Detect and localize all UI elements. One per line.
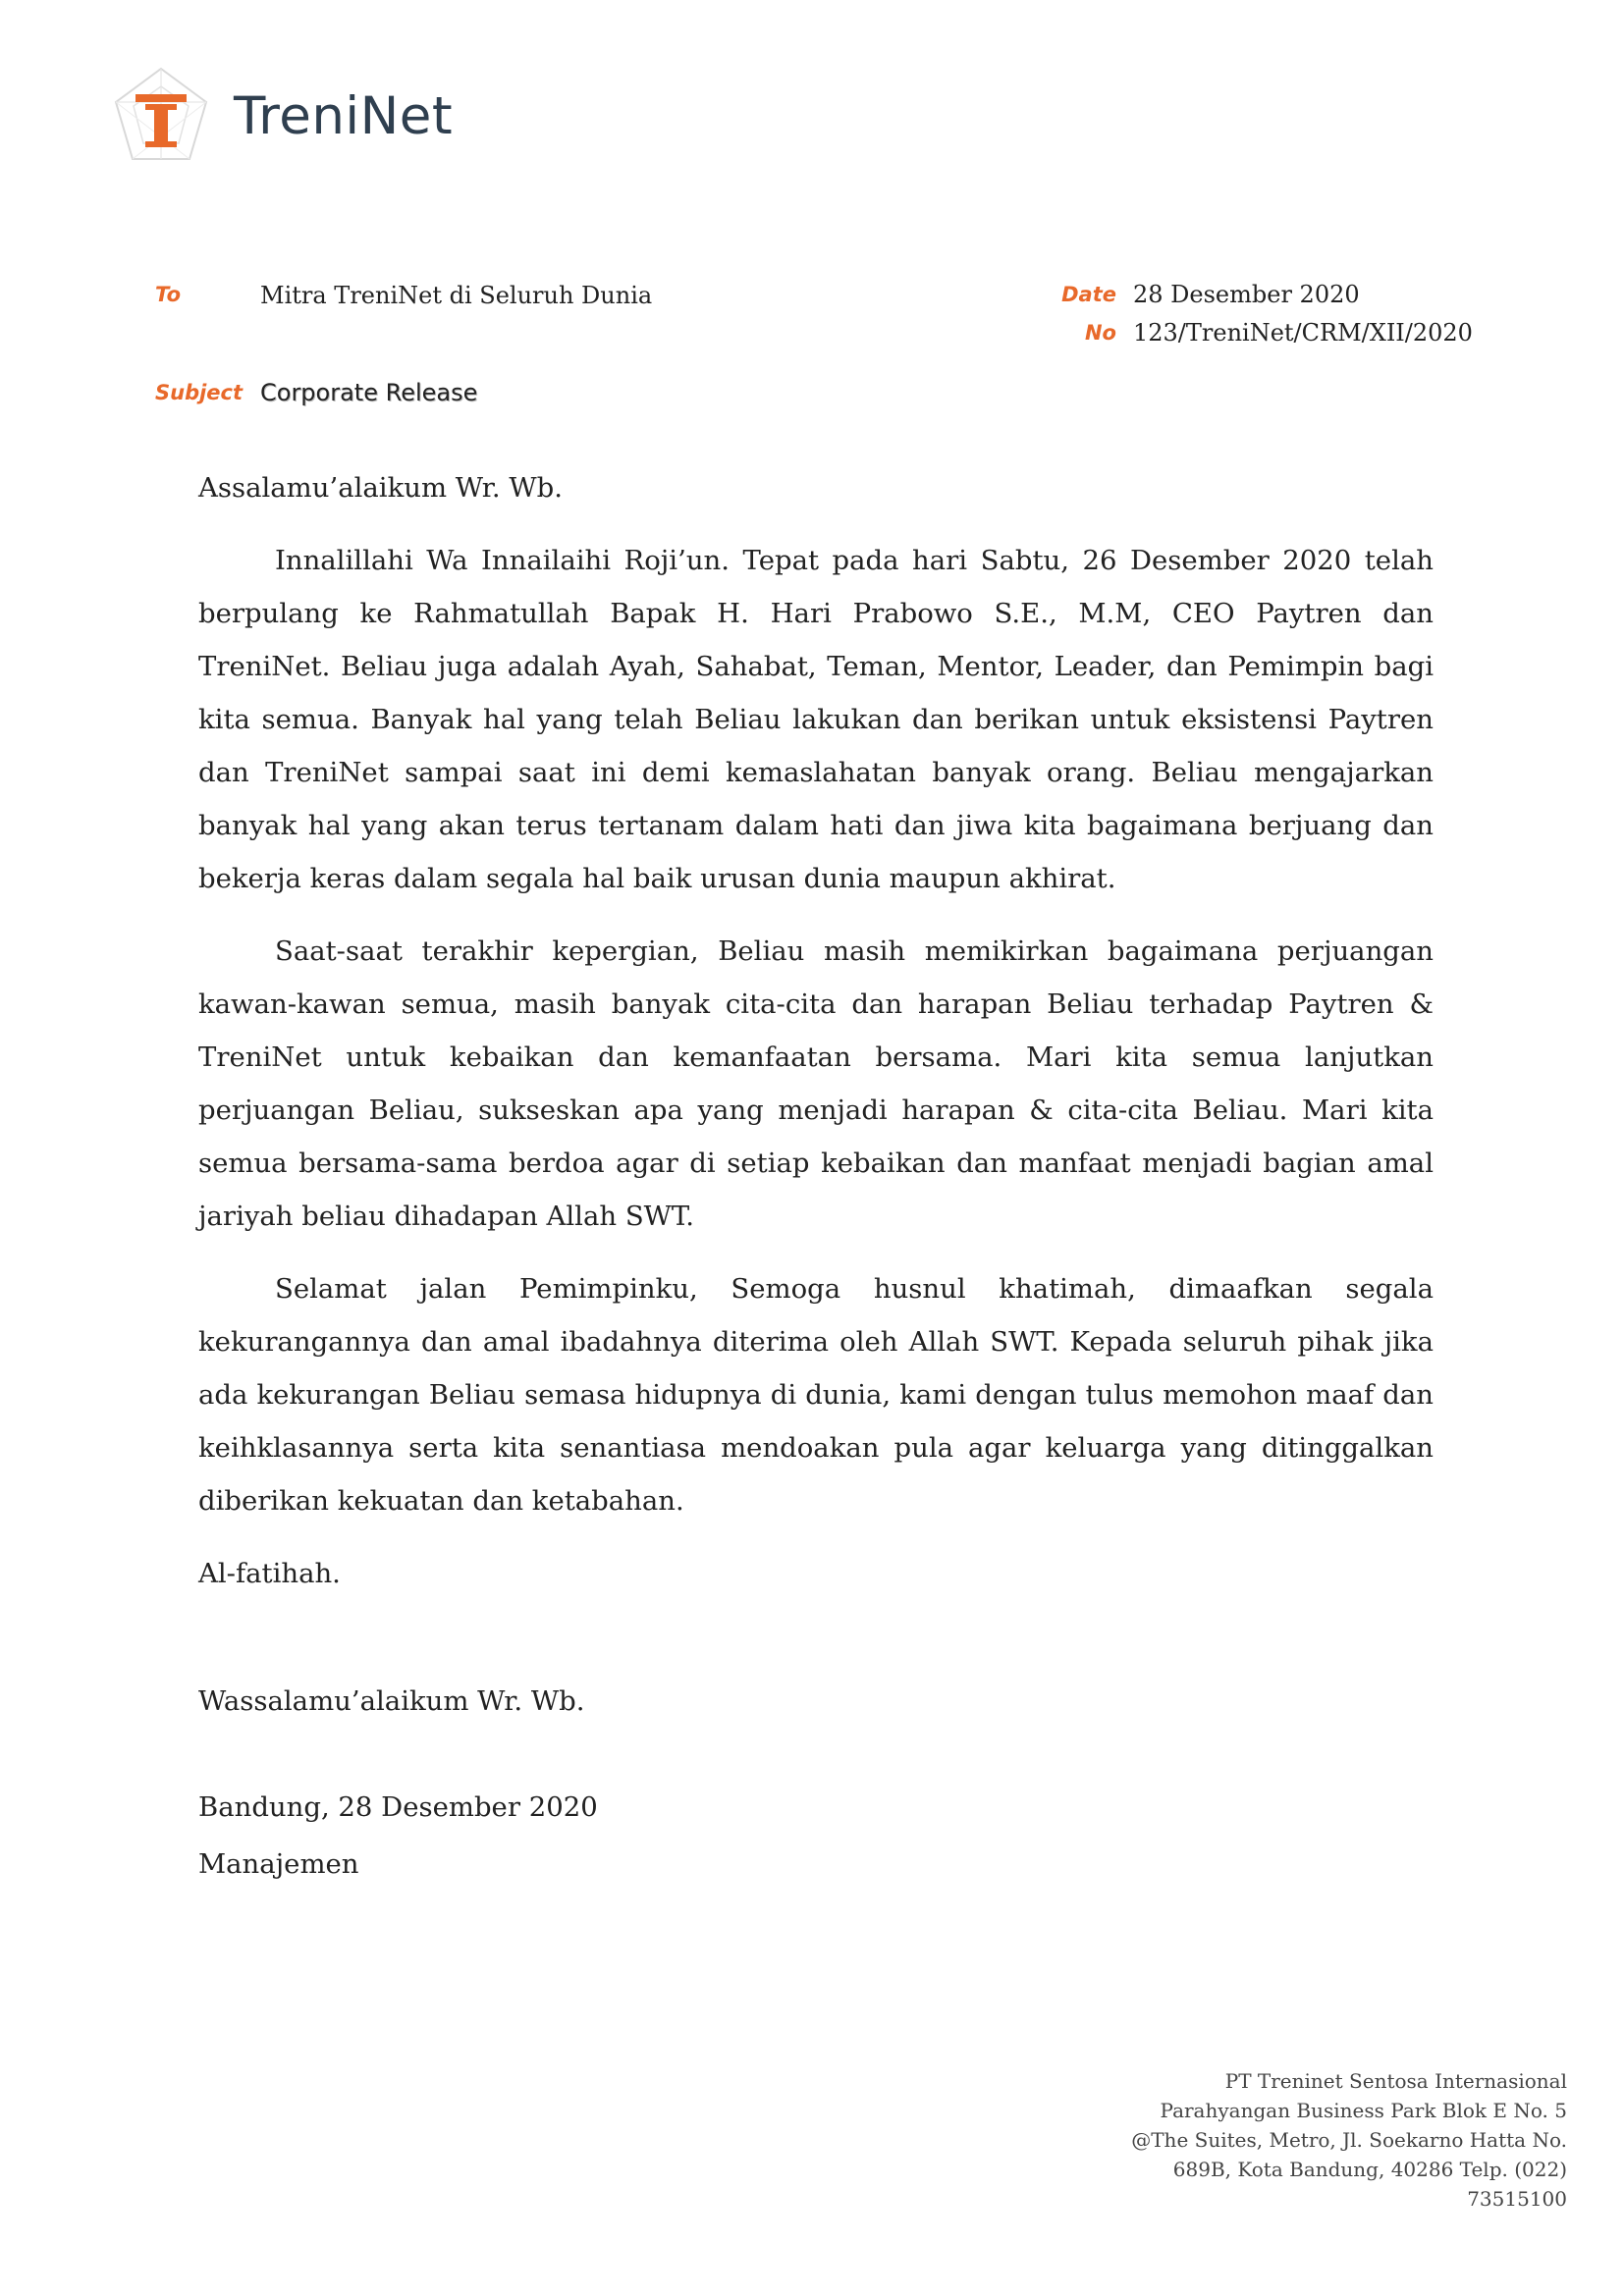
- treninet-t-logo-icon: [110, 65, 212, 167]
- signatory: Manajemen: [198, 1848, 359, 1880]
- subject-value: Corporate Release: [260, 379, 478, 406]
- date-label: Date: [1061, 283, 1116, 306]
- address-line: 73515100: [1467, 2187, 1567, 2211]
- address-line: PT Treninet Sentosa Internasional: [1224, 2069, 1567, 2093]
- to-label: To: [155, 283, 182, 306]
- no-value: 123/TreniNet/CRM/XII/2020: [1133, 319, 1473, 347]
- brand-name: TreniNet: [234, 85, 454, 146]
- place-date: Bandung, 28 Desember 2020: [198, 1791, 598, 1823]
- paragraph-2: Saat-saat terakhir kepergian, Beliau masih memikirkan bagaimana perjuangan kawan-kawan semua, masih banyak cita-cita dan harapan Beliau terhadap Paytren & TreniNet untuk kebaikan dan kemanfaatan bersama. Mari kita semua lanjutkan perjuangan Beliau, sukseskan apa yang menjadi harapan & cita-cita Beliau. Mari kita semua bersama-sama berdoa agar di setiap kebaikan dan manfaat menjadi bagian amal jariyah beliau dihadapan Allah SWT.: [198, 935, 1434, 1232]
- address-line: @The Suites, Metro, Jl. Soekarno Hatta No.: [1131, 2128, 1567, 2152]
- address-line: 689B, Kota Bandung, 40286 Telp. (022): [1172, 2158, 1567, 2181]
- brand-logo: [110, 65, 453, 167]
- greeting: Assalamu’alaikum Wr. Wb.: [198, 472, 564, 504]
- no-label: No: [1084, 321, 1116, 345]
- company-address: [1115, 2066, 1567, 2214]
- paragraph-3: Selamat jalan Pemimpinku, Semoga husnul khatimah, dimaafkan segala kekurangannya dan amal ibadahnya diterima oleh Allah SWT. Kepada seluruh pihak jika ada kekurangan Beliau semasa hidupnya di dunia, kami dengan tulus memohon maaf dan keihklasannya serta kita senantiasa mendoakan pula agar keluarga yang ditinggalkan diberikan kekuatan dan ketabahan.: [198, 1273, 1434, 1517]
- letter-body: [198, 461, 1434, 1893]
- closing-greeting: Wassalamu’alaikum Wr. Wb.: [198, 1685, 585, 1717]
- date-value: 28 Desember 2020: [1133, 281, 1360, 308]
- address-line: Parahyangan Business Park Blok E No. 5: [1160, 2099, 1567, 2122]
- closing-prayer: Al-fatihah.: [198, 1558, 341, 1589]
- to-value: Mitra TreniNet di Seluruh Dunia: [260, 282, 653, 309]
- paragraph-1: Innalillahi Wa Innailaihi Roji’un. Tepat pada hari Sabtu, 26 Desember 2020 telah berpulang ke Rahmatullah Bapak H. Hari Prabowo S.E., M.M, CEO Paytren dan TreniNet. Beliau juga adalah Ayah, Sahabat, Teman, Mentor, Leader, dan Pemimpin bagi kita semua. Banyak hal yang telah Beliau lakukan dan berikan untuk eksistensi Paytren dan TreniNet sampai saat ini demi kemaslahatan banyak orang. Beliau mengajarkan banyak hal yang akan terus tertanam dalam hati dan jiwa kita bagaimana berjuang dan bekerja keras dalam segala hal baik urusan dunia maupun akhirat.: [198, 545, 1434, 894]
- subject-label: Subject: [155, 381, 244, 404]
